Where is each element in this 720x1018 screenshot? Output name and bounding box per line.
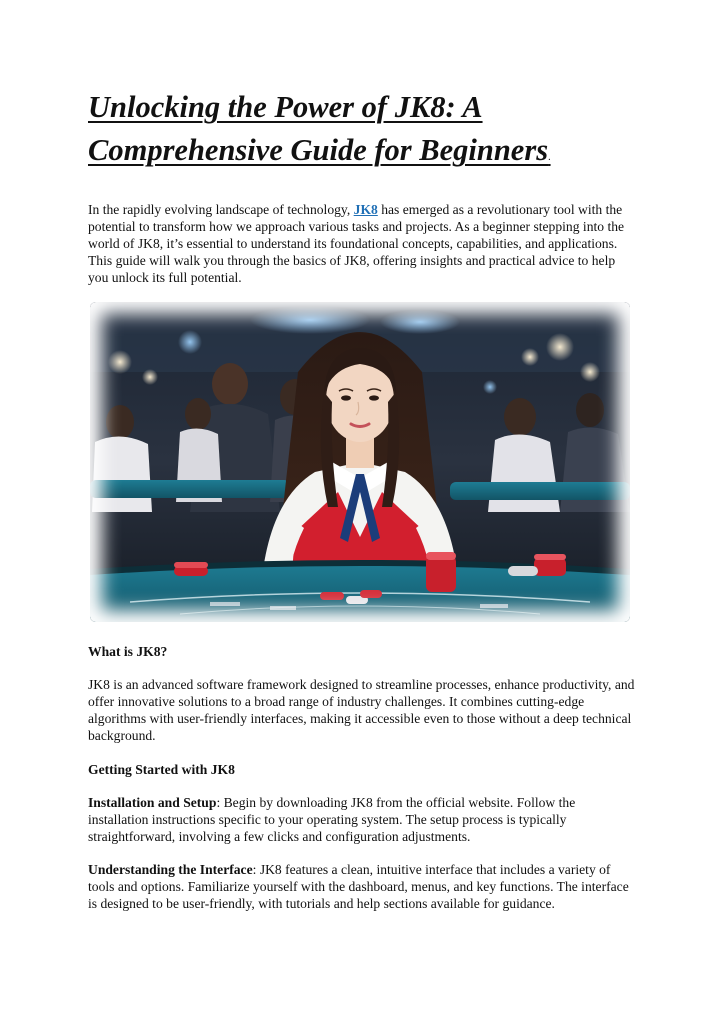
installation-text: : Begin by downloading JK8 from the official website. Follow the installation instructions specific to your operating system. The setup process is typically straightforward, involving a few clicks and configuration adjustments. — [88, 795, 576, 844]
intro-text-before: In the rapidly evolving landscape of technology, — [88, 202, 354, 217]
casino-dealer-illustration — [90, 302, 630, 622]
interface-paragraph — [88, 861, 636, 912]
intro-paragraph — [88, 201, 636, 286]
title-line-1: Unlocking the Power of JK8: A — [88, 90, 483, 124]
interface-text: : JK8 features a clean, intuitive interface that includes a variety of tools and options. Familiarize yourself with the dashboard, menus, and key functions. The interface is designed to be user-friendly, with tutorials and help sections available for guidance. — [88, 862, 629, 911]
title-line-2: Comprehensive Guide for Beginners — [88, 133, 549, 167]
interface-label: Understanding the Interface — [88, 862, 253, 877]
installation-paragraph — [88, 794, 636, 845]
hero-image — [90, 302, 630, 622]
title-trailing-mark: . — [548, 152, 551, 163]
what-is-paragraph: JK8 is an advanced software framework designed to streamline processes, enhance productivity, and offer innovative solutions to a broad range of industry challenges. It combines cutting-edge algorithms with user-friendly interfaces, making it accessible even to those without a deep technical background. — [88, 677, 635, 743]
jk8-link[interactable]: JK8 — [353, 202, 378, 217]
what-is-heading: What is JK8? — [88, 644, 168, 659]
page-title — [88, 86, 648, 179]
installation-label: Installation and Setup — [88, 795, 217, 810]
intro-text-after: has emerged as a revolutionary tool with the potential to transform how we approach various tasks and projects. As a beginner stepping into the world of JK8, it’s essential to understand its foundational concepts, capabilities, and applications. This guide will walk you through the basics of JK8, offering insights and practical advice to help you unlock its full potential. — [88, 202, 625, 285]
getting-started-heading: Getting Started with JK8 — [88, 762, 235, 777]
